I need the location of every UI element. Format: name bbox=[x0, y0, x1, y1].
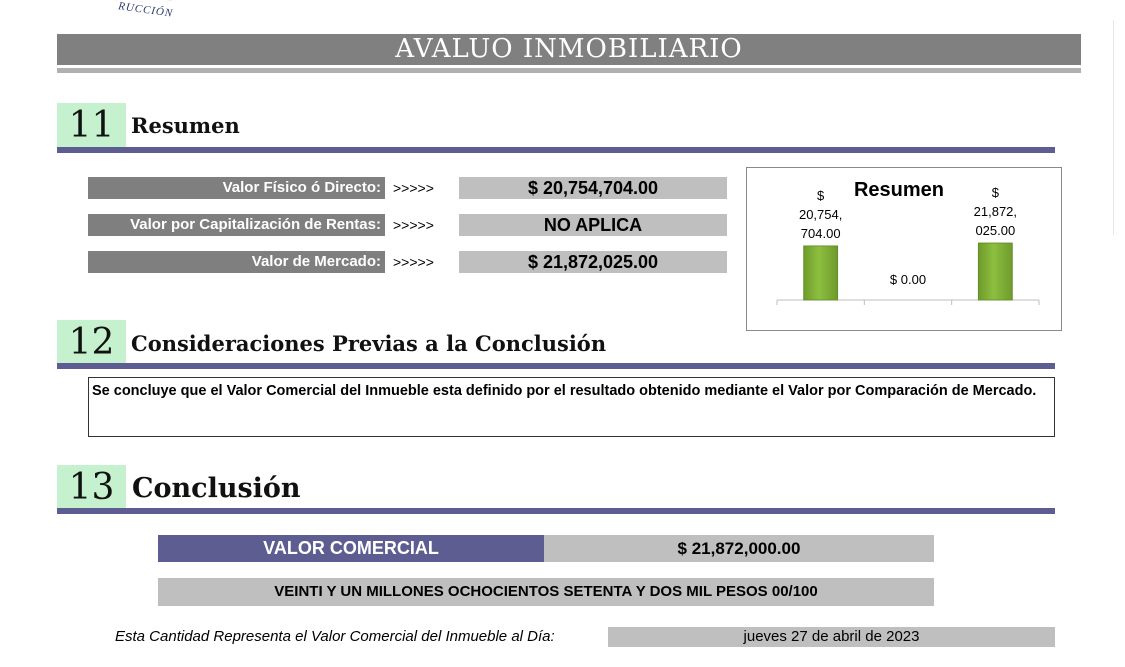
valor-comercial-label: VALOR COMERCIAL bbox=[158, 535, 544, 562]
page-edge-divider bbox=[1113, 20, 1114, 235]
summary-arrow-rentas: >>>>> bbox=[393, 217, 434, 233]
section-13-rule bbox=[57, 508, 1055, 514]
title-underline bbox=[57, 68, 1081, 73]
summary-value-rentas: NO APLICA bbox=[459, 214, 727, 236]
chart-data-label-2-2: 025.00 bbox=[975, 223, 1016, 238]
considerations-text: Se concluye que el Valor Comercial del Inmueble esta definido por el resultado obtenido mediante el Valor por Comparación de Mercado. bbox=[88, 377, 1055, 437]
summary-value-fisico: $ 20,754,704.00 bbox=[459, 177, 727, 199]
chart-data-label-0-2: 704.00 bbox=[800, 225, 841, 241]
section-12-number: 12 bbox=[57, 320, 126, 364]
summary-arrow-mercado: >>>>> bbox=[393, 254, 434, 270]
section-11-title: Resumen bbox=[131, 113, 240, 138]
chart-data-label-1-0: $ 0.00 bbox=[889, 272, 927, 287]
section-11-rule bbox=[57, 147, 1055, 153]
section-13-title: Conclusión bbox=[132, 473, 301, 504]
logo-text: RUCCIÓN bbox=[117, 0, 174, 20]
section-12-title: Consideraciones Previas a la Conclusión bbox=[131, 331, 607, 356]
summary-label-fisico: Valor Físico ó Directo: bbox=[88, 177, 385, 199]
date-caption: Esta Cantidad Representa el Valor Comercial del Inmueble al Día: bbox=[115, 628, 555, 645]
summary-arrow-fisico: >>>>> bbox=[393, 180, 434, 196]
valor-comercial-value: $ 21,872,000.00 bbox=[544, 535, 934, 562]
chart-data-label-2-1: 21,872, bbox=[973, 204, 1018, 219]
chart-bar-0 bbox=[804, 246, 838, 300]
summary-label-rentas: Valor por Capitalización de Rentas: bbox=[88, 214, 385, 236]
chart-title: Resumen bbox=[853, 179, 945, 201]
section-13-number: 13 bbox=[57, 465, 126, 509]
chart-data-label-0-0: $ bbox=[817, 187, 825, 203]
summary-label-mercado: Valor de Mercado: bbox=[88, 251, 385, 273]
date-value: jueves 27 de abril de 2023 bbox=[608, 627, 1055, 647]
chart-data-label-0-1: 20,754, bbox=[798, 206, 843, 222]
document-title: AVALUO INMOBILIARIO bbox=[57, 34, 1081, 65]
summary-chart-svg bbox=[747, 168, 1061, 330]
section-11-number: 11 bbox=[57, 103, 126, 147]
summary-value-mercado: $ 21,872,025.00 bbox=[459, 251, 727, 273]
valor-en-letras: VEINTI Y UN MILLONES OCHOCIENTOS SETENTA Y DOS MIL PESOS 00/100 bbox=[158, 578, 934, 606]
section-12-rule bbox=[57, 363, 1055, 369]
chart-data-label-2-0: $ bbox=[991, 185, 999, 200]
summary-chart bbox=[746, 167, 1062, 331]
chart-bar-2 bbox=[978, 243, 1012, 300]
